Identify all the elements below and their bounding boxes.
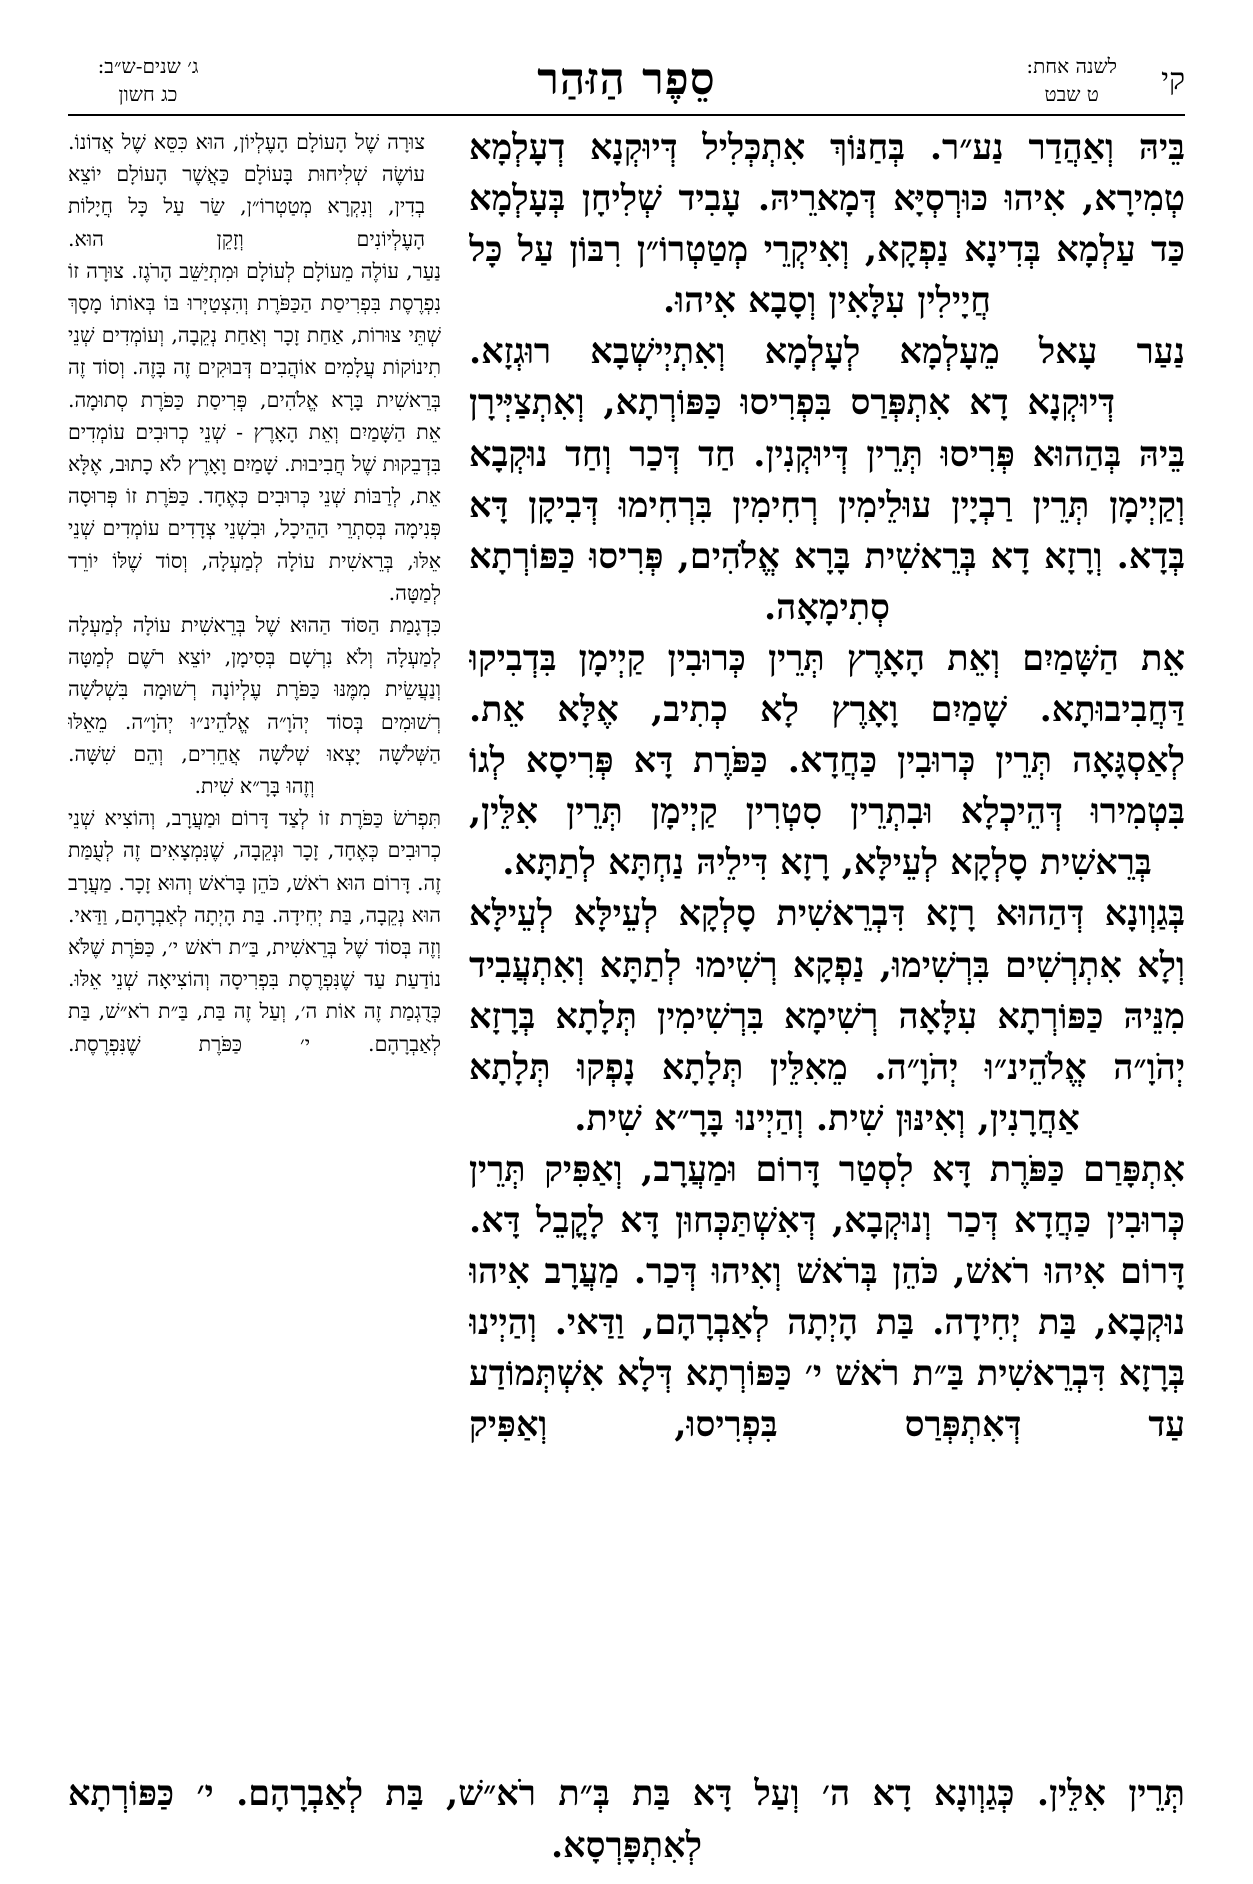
main-text-continuation — [68, 1768, 1185, 1872]
three-year-cycle-label: ג׳ שנים-ש״ב: — [97, 54, 199, 78]
side-paragraph-3: אֵת הַשָּׁמַיִם וְאֵת הָאָרֶץ - שְׁנֵי כְרוּבִים עוֹמְדִים בִּדְבֵקוּת שֶׁל חֲבִיבוּת. שָׁמַיִם וָאָרֶץ לֹא כָתוּב, אֶלָּא אֵת, לְרַבּוֹת שְׁנֵי כְּרוּבִים כְּאֶחָד. כַּפֹּרֶת זוֹ פְּרוּסָה פְּנִימָה בְּסִתְרֵי הַהֵיכָל, וּבִשְׁנֵי צְדָדִים עוֹמְדִים שְׁנֵי אֵלּוּ, בְּרֵאשִׁית עוֹלָה לְמַעְלָה, וְסוֹד שֶׁלּוֹ יוֹרֵד לְמַטָּה. — [68, 419, 441, 605]
main-paragraph-5: בְּגַוְונָא דְּהַהוּא רָזָא דִּבְרֵאשִׁית סָלְקָא לְעֵילָּא לְעֵילָּא וְלָא אִתְרְשִׁים בִּרְשִׁימוּ, נַפְקָא רְשִׁימוּ לְתַתָּא וְאִתְעֲבִיד מִנֵּיהּ כַּפּוֹרְתָא עִלָּאָה רְשִׁימָא בִּרְשִׁימִין תְּלָתָא בְּרָזָא יְהֹוָ״ה אֱלֹהֵינ״וּ יְהֹוָ״ה. מֵאִלֵּין תְּלָתָא נָפְקוּ תְּלָתָא אַחֲרָנִין, וְאִינּוּן שִׁית. וְהַיְינוּ בָּרָ״א שִׁית. — [469, 893, 1185, 1139]
main-paragraph-4: אֵת הַשָּׁמַיִם וְאֵת הָאָרֶץ תְּרֵין כְּרוּבִין קַיְימָן בִּדְבִיקוּ דַּחֲבִיבוּתָא. שָׁמַיִם וָאָרֶץ לָא כְתִיב, אֶלָּא אֵת. לְאַסְגָּאָה תְּרֵין כְּרוּבִין כַּחֲדָא. כַּפֹּרֶת דָּא פְּרִיסָא לְגוֹ בִּטְמִירוּ דְּהֵיכְלָא וּבִתְרֵין סִטְרִין קַיְימָן תְּרֵין אִלֵּין, בְּרֵאשִׁית סָלְקָא לְעֵילָּא, רָזָא דִּילֵיהּ נַחְתָּא לְתַתָּא. — [469, 637, 1185, 884]
main-paragraph-1: בֵּיהּ וְאַהֲדַר נַע״ר. בְּחַנּוֹךְ אִתְכְּלִיל דְּיוּקְנָא דְעָלְמָא טְמִירָא, אִיהוּ כּוּרְסְיָּא דְּמָארֵיהּ. עָבִיד שְׁלִיחָן בְּעָלְמָא כַּד עַלְמָא בְּדִינָא נַפְקָא, וְאִיקְרֵי מְטַטְרוֹ״ן רִבּוֹן עַל כָּל חֲיָילִין עִלָּאִין וְסָבָא אִיהוּ. — [469, 127, 1185, 322]
three-year-study-label — [68, 52, 228, 108]
main-aramaic-column — [469, 122, 1185, 1767]
study-date: ט שבט — [1044, 82, 1099, 106]
main-paragraph-2: נַעַר עָאל מֵעָלְמָא לְעָלְמָא וְאִתְיְישְׁבָא רוּגְזָא. — [469, 331, 1185, 373]
book-title: סֵפֶר הַזּהַר — [537, 54, 716, 105]
main-paragraph-6: אִתְפָּרַם כַּפֹּרֶת דָּא לִסְטַר דָּרוֹם וּמַעֲרָב, וְאַפִּיק תְּרֵין כְּרוּבִין כַּחֲדָא דְּכַר וְנוּקְבָא, דְּאִשְׁתַּכְּחוּן דָּא לָקֳבֵל דָּא. דָּרוֹם אִיהוּ רֹאשׁ, כֹּהֵן בְּרֹאשׁ וְאִיהוּ דְּכַר. מַעֲרָב אִיהוּ נוּקְבָא, בַּת יְחִידָה. בַּת הָיְתָה לְאַבְרָהָם, וַדַּאי. וְהַיְינוּ בְּרָזָא דִּבְרֵאשִׁית בַּ״ת רֹאשׁ י׳ כַּפּוֹרְתָא דְּלָא אִשְׁתְּמוֹדַע עַד דְּאִתְפְּרַס בִּפְרִיסוּ, וְאַפִּיק — [469, 1148, 1185, 1446]
hebrew-translation-column — [68, 126, 441, 1766]
header-divider — [68, 114, 1185, 116]
bottom-paragraph: תְּרֵין אִלֵּין. כְּגַוְונָא דָא ה׳ וְעַל דָּא בַּת בְּ״ת רֹא״שׁ, בַּת לְאַבְרָהָם. י׳ כַּפּוֹרְתָא לְאִתְפָּרְסָא. — [68, 1773, 1185, 1866]
side-paragraph-5: וְזֶהוּ בָּרָ״א שִׁית. — [194, 774, 315, 799]
side-paragraph-6: תִּפְרֹשׂ כַּפֹּרֶת זוֹ לְצַד דָּרוֹם וּמַעֲרָב, וְהוֹצִיא שְׁנֵי כְרוּבִים כְּאֶחָד, זָכָר וּנְקֵבָה, שֶׁנִּמְצָאִים זֶה לְעֻמַּת זֶה. דָּרוֹם הוּא רֹאשׁ, כֹּהֵן בָּרֹאשׁ וְהוּא זָכָר. מַעֲרָב הוּא נְקֵבָה, בַּת יְחִידָה. בַּת הָיְתָה לְאַבְרָהָם, וַדַּאי. וְזֶה בְּסוֹד שֶׁל בְּרֵאשִׁית, בַּ״ת רֹאשׁ י׳, כַּפֹּרֶת שֶׁלֹּא נוֹדַעַת עַד שֶׁנִּפְרֶסֶת בִּפְרִיסָה וְהוֹצִיאָה שְׁנֵי אֵלּוּ. כְּדֻגְמַת זֶה אוֹת ה׳, וְעַל זֶה בַּת, בַּ״ת רֹא״שׁ, בַּת לְאַבְרָהָם. י׳ כַּפֹּרֶת שֶׁנִּפְרֶסֶת. — [68, 806, 441, 1056]
study-cycle-label: לשנה אחת: — [1026, 54, 1117, 78]
three-year-date: כג חשון — [118, 82, 178, 106]
side-paragraph-2: נַעַר, עוֹלֶה מֵעוֹלָם לְעוֹלָם וּמִתְיַשֵּׁב הָרֹגֶז. צוּרָה זוֹ נִפְרֶסֶת בִּפְרִיסַת הַכַּפֹּרֶת וְהִצְטַיְּרוּ בּוֹ בְּאוֹתוֹ מָסָךְ שְׁתֵּי צוּרוֹת, אַחַת זָכָר וְאַחַת נְקֵבָה, וְעוֹמְדִים שְׁנֵי תִינוֹקוֹת עֲלָמִים אוֹהֲבִים דְּבוּקִים זֶה בָּזֶה. וְסוֹד זֶה בְּרֵאשִׁית בָּרָא אֱלֹהִים, פְּרִיסַת כַּפֹּרֶת סְתוּמָה. — [68, 258, 441, 412]
main-paragraph-3: דְּיוּקְנָא דָא אִתְפְּרַס בִּפְרִיסוּ כַּפּוֹרְתָא, וְאִתְצַיְּירָן בֵּיהּ בְּהַהוּא פְּרִיסוּ תְּרֵין דְּיוּקְנִין. חַד דְּכַר וְחַד נוּקְבָא וְקַיְימָן תְּרֵין רַבְיָין עוּלֵימִין רְחִימִין בִּרְחִימוּ דְּבִיקָן דָּא בְּדָא. וְרָזָא דָא בְּרֵאשִׁית בָּרָא אֱלֹהִים, פְּרִיסוּ כַּפּוֹרְתָא סְתִימָאָה. — [469, 382, 1185, 628]
page-number: קי — [1161, 62, 1185, 97]
side-paragraph-1: צוּרָה שֶׁל הָעוֹלָם הָעֶלְיוֹן, הוּא כִּסֵּא שֶׁל אֲדוֹנוֹ. עוֹשֶׂה שְׁלִיחוּת בָּעוֹלָם כַּאֲשֶׁר הָעוֹלָם יוֹצֵא בְדִין, וְנִקְרָא מְטַטְרוֹ״ן, שַׂר עַל כָּל חֲיָלוֹת הָעֶלְיוֹנִים וְזָקֵן הוּא. — [68, 130, 425, 251]
side-paragraph-4: כִּדְגָמַת הַסּוֹד הַהוּא שֶׁל בְּרֵאשִׁית עוֹלָה לְמַעְלָה לְמַעְלָה וְלֹא נִרְשָׁם בְּסִימָן, יוֹצֵא רֹשֶׁם לְמַטָּה וְנַעֲשֵׂית מִמֶּנּוּ כַּפֹּרֶת עֶלְיוֹנָה רְשׁוּמָה בִּשְׁלֹשָׁה רְשׁוּמִים בְּסוֹד יְהֹוָ״ה אֱלֹהֵינ״וּ יְהֹוָ״ה. מֵאֵלּוּ הַשְּׁלֹשָׁה יָצְאוּ שְׁלֹשָׁה אֲחֵרִים, וְהֵם שִׁשָּׁה. — [68, 613, 441, 766]
page-header — [68, 52, 1185, 114]
